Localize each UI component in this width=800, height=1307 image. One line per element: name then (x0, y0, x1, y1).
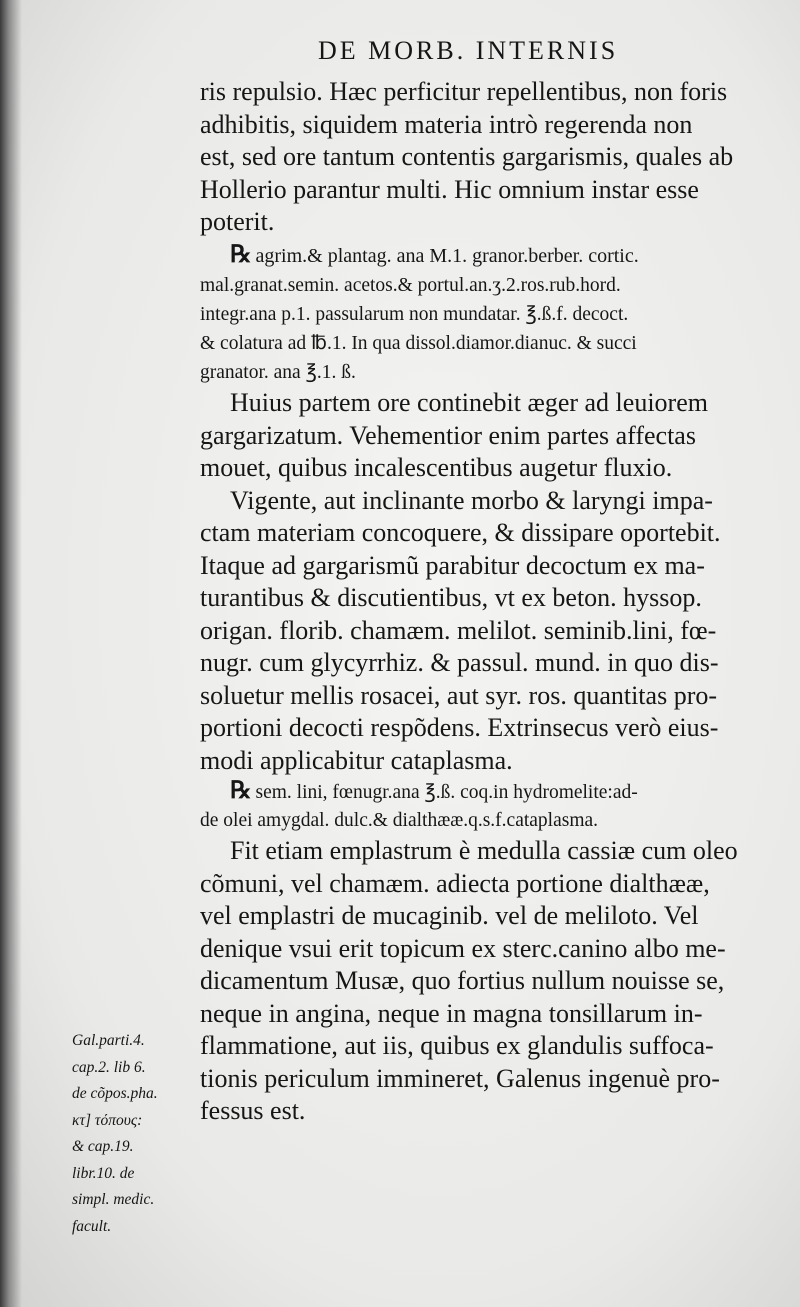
text-line-content: ris repulsio. Hæc perficitur repellentibus, non foris (200, 77, 728, 106)
text-line-content: Hollerio parantur multi. Hic omnium instar esse (200, 174, 699, 204)
text-line (200, 712, 775, 745)
text-line-content: neque in angina, neque in magna tonsillarum in- (200, 998, 703, 1028)
margin-note-line: & cap.19. (72, 1138, 134, 1155)
text-line (200, 806, 775, 835)
text-line (200, 998, 775, 1031)
text-line-content: integr.ana p.1. passularum non mundatar. ℥.ß.f. decoct. (200, 304, 629, 325)
text-line (200, 109, 775, 142)
text-line (200, 868, 775, 901)
text-line (200, 452, 775, 485)
text-line (200, 647, 775, 680)
text-line-content: cõmuni, vel chamæm. adiecta portione dialthææ, (200, 868, 710, 898)
text-line-content: flammatione, aut iis, quibus ex glandulis suffoca- (200, 1031, 714, 1060)
text-line-content: Itaque ad gargarismũ parabitur decoctum ex ma- (200, 550, 705, 580)
margin-notes (72, 1028, 200, 1240)
text-line-content: dicamentum Musæ, quo fortius nullum nouisse se, (200, 966, 725, 995)
text-line (200, 1095, 775, 1128)
text-line-content: tionis periculum immineret, Galenus ingenuè pro- (200, 1063, 720, 1093)
text-line (200, 387, 775, 420)
text-line-content: fessus est. (200, 1096, 306, 1125)
text-line (200, 835, 775, 868)
margin-note-line: κτ] τόπους: (72, 1111, 143, 1129)
text-line (200, 141, 775, 174)
margin-note-line: facult. (72, 1217, 112, 1235)
text-line (200, 358, 775, 387)
text-line-content: soluetur mellis rosacei, aut syr. ros. quantitas pro- (200, 680, 718, 710)
text-line (200, 76, 775, 109)
text-line (200, 206, 775, 239)
text-line (200, 1063, 775, 1096)
text-line (200, 517, 775, 550)
text-line-content: denique vsui erit topicum ex sterc.canino albo me- (200, 933, 726, 963)
text-line-content: Huius partem ore continebit æger ad leuiorem (230, 388, 708, 417)
text-line (200, 485, 775, 518)
text-line (200, 900, 775, 933)
margin-note-line: simpl. medic. (72, 1191, 155, 1208)
text-line (200, 582, 775, 615)
main-text-block (200, 76, 775, 1128)
text-line-content: granator. ana ℥.1. ß. (200, 362, 356, 383)
text-line (200, 965, 775, 998)
text-line (200, 329, 775, 358)
text-line-content: portioni decocti respõdens. Extrinsecus verò eius- (200, 713, 719, 742)
text-line (200, 550, 775, 583)
text-line-content: & colatura ad ℔.1. In qua dissol.diamor.dianuc. & succi (200, 333, 637, 354)
text-line (200, 680, 775, 713)
text-line (200, 745, 775, 778)
text-line-content: modi applicabitur cataplasma. (200, 745, 513, 775)
margin-note-line: de cõpos.pha. (72, 1085, 158, 1102)
text-line-content: agrim.& plantag. ana M.1. granor.berber. cortic. (255, 244, 639, 267)
text-line-content: turantibus & discutientibus, vt ex beton. hyssop. (200, 583, 702, 612)
text-line-content: adhibitis, siquidem materia intrò regerenda non (200, 109, 693, 139)
text-line-content: origan. florib. chamæm. melilot. seminib.lini, fœ- (200, 615, 717, 645)
text-line-content: mouet, quibus incalescentibus augetur fluxio. (200, 453, 673, 482)
text-line-content: ctam materiam concoquere, & dissipare oportebit. (200, 518, 721, 547)
text-line-content: vel emplastri de mucaginib. vel de meliloto. Vel (200, 901, 699, 930)
text-line-content: nugr. cum glycyrrhiz. & passul. mund. in quo dis- (200, 648, 719, 677)
text-line (200, 933, 775, 966)
running-head: DE MORB. INTERNIS (318, 36, 619, 65)
text-line-content: Vigente, aut inclinante morbo & laryngi impa- (230, 485, 713, 515)
page-gutter-shadow (0, 0, 22, 1307)
text-line (200, 420, 775, 453)
margin-note-line: Gal.parti.4. (72, 1032, 145, 1049)
text-line-content: mal.granat.semin. acetos.& portul.an.ʒ.2.ros.rub.hord. (200, 275, 621, 296)
text-line-content: de olei amygdal. dulc.& dialthææ.q.s.f.cataplasma. (200, 810, 599, 831)
text-line (200, 777, 775, 806)
margin-note-line: cap.2. lib 6. (72, 1058, 146, 1076)
text-line (200, 615, 775, 648)
margin-note-line: libr.10. de (72, 1164, 135, 1182)
text-line-content: poterit. (200, 207, 275, 236)
text-line-content: Fit etiam emplastrum è medulla cassiæ cum oleo (230, 836, 738, 865)
text-line (200, 300, 775, 329)
recipe-symbol: ℞ (230, 241, 252, 268)
text-line (200, 1030, 775, 1063)
text-line (200, 174, 775, 207)
text-line-content: est, sed ore tantum contentis gargarismis, quales ab (200, 142, 734, 171)
text-line-content: sem. lini, fœnugr.ana ℥.ß. coq.in hydromelite:ad- (255, 782, 638, 803)
text-line (200, 271, 775, 300)
text-line-content: gargarizatum. Vehementior enim partes affectas (200, 420, 696, 450)
text-line (200, 239, 775, 272)
recipe-symbol: ℞ (230, 778, 252, 804)
